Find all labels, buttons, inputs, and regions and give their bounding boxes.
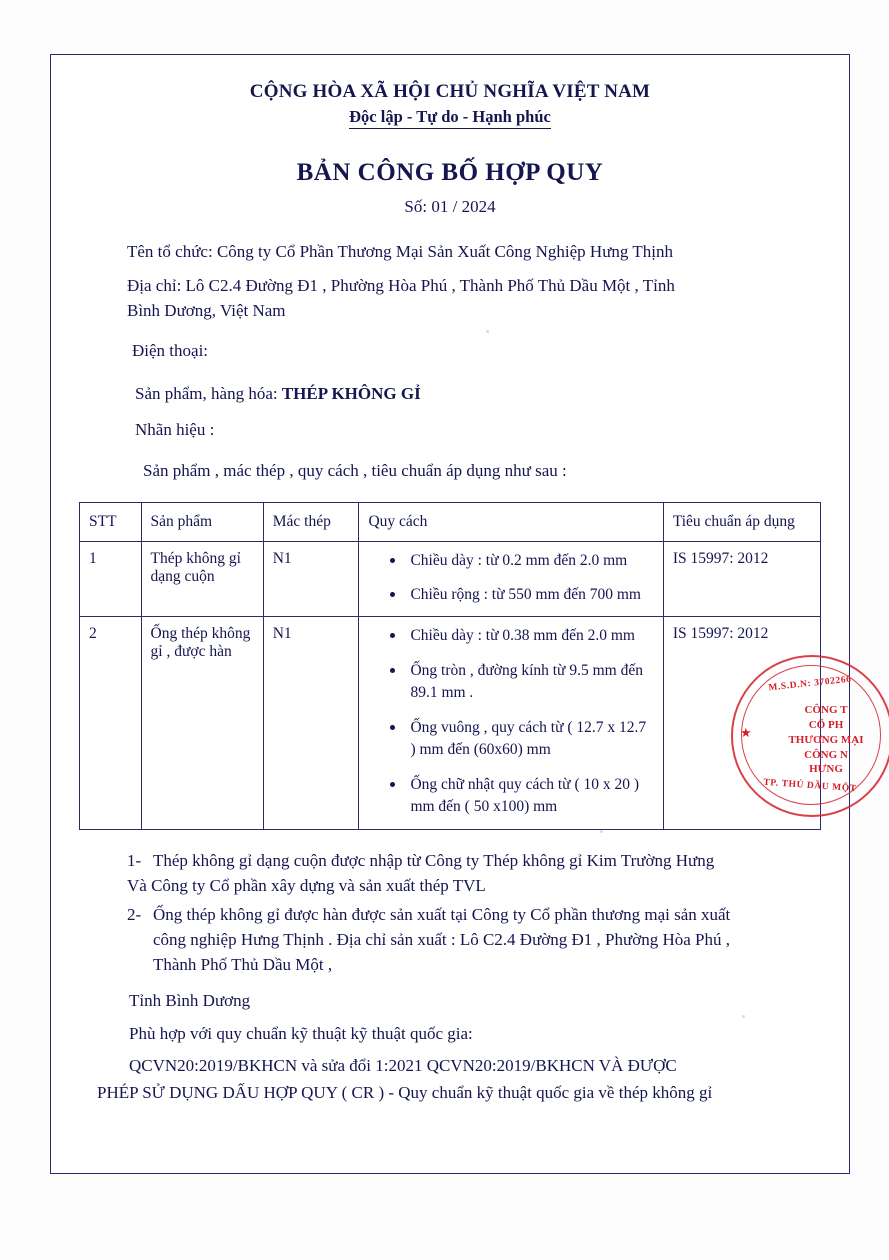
table-row — [80, 541, 821, 617]
scan-speck — [600, 830, 603, 833]
spec-item: Chiều dày : từ 0.38 mm đến 2.0 mm — [388, 625, 653, 647]
product-label: Sản phẩm, hàng hóa: — [135, 384, 282, 403]
cell-stt: 1 — [80, 541, 142, 617]
conformity-line: Phù hợp với quy chuẩn kỹ thuật kỹ thuật quốc gia: — [129, 1024, 473, 1043]
note-number: 2- — [127, 905, 142, 925]
cell-grade: N1 — [263, 541, 359, 617]
page-title: BẢN CÔNG BỐ HỢP QUY — [296, 159, 604, 186]
qcvn-line-2: PHÉP SỬ DỤNG DẤU HỢP QUY ( CR ) - Quy chuẩn kỹ thuật quốc gia về thép không gỉ — [97, 1083, 713, 1102]
seal-center-line-4: CÔNG N — [804, 748, 848, 761]
note-item — [127, 902, 823, 927]
cell-grade: N1 — [263, 617, 359, 829]
national-title: CỘNG HÒA XÃ HỘI CHỦ NGHĨA VIỆT NAM — [249, 81, 651, 102]
seal-arc-bottom-text: TP. THỦ DẦU MỘT — [763, 777, 857, 795]
note-text: Thép không gỉ dạng cuộn được nhập từ Công ty Thép không gỉ Kim Trường Hưng — [153, 850, 715, 870]
cell-spec — [359, 541, 663, 617]
header-block — [77, 81, 823, 217]
notes-block — [77, 848, 823, 978]
note-text: Ống thép không gỉ được hàn được sản xuất tại Công ty Cổ phần thương mại sản xuất — [153, 905, 731, 925]
scan-speck — [486, 330, 489, 333]
cell-product: Thép không gỉ dạng cuộn — [141, 541, 263, 617]
spec-list — [368, 625, 653, 818]
cell-standard: IS 15997: 2012 — [663, 541, 820, 617]
seal-center-line-3: THƯƠNG MẠI — [788, 733, 864, 746]
organization-value: Công ty Cổ Phần Thương Mại Sản Xuất Công Nghiệp Hưng Thịnh — [216, 242, 673, 261]
organization-line — [127, 239, 823, 265]
cell-product: Ống thép không gỉ , được hàn — [141, 617, 263, 829]
note-continuation: công nghiệp Hưng Thịnh . Địa chỉ sản xuất : Lô C2.4 Đường Đ1 , Phường Hòa Phú , — [153, 930, 730, 950]
note-number: 1- — [127, 850, 142, 870]
seal-arc-top-text: M.S.D.N: 3702266 — [767, 674, 853, 694]
note-continuation: Và Công ty Cổ phần xây dựng và sản xuất thép TVL — [127, 875, 486, 895]
spec-item: Ống chữ nhật quy cách từ ( 10 x 20 ) mm đến ( 50 x100) mm — [388, 774, 653, 819]
note-item — [127, 848, 823, 873]
column-header-product: Sản phẩm — [141, 502, 263, 541]
table-header-row — [80, 502, 821, 541]
province-line: Tỉnh Bình Dương — [129, 990, 251, 1010]
phone-line: Điện thoại: — [132, 340, 209, 360]
product-value: THÉP KHÔNG GỈ — [281, 384, 421, 403]
spec-item: Ống vuông , quy cách từ ( 12.7 x 12.7 ) mm đến (60x60) mm — [388, 717, 653, 762]
organization-label: Tên tổ chức: — [127, 242, 217, 261]
seal-center-line-5: HƯNG — [809, 763, 843, 776]
column-header-stt: STT — [80, 502, 142, 541]
column-header-spec: Quy cách — [359, 502, 663, 541]
scan-speck — [742, 1015, 745, 1018]
document-number: Số: 01 / 2024 — [404, 197, 496, 216]
address-line-2: Bình Dương, Việt Nam — [127, 301, 286, 320]
spec-list — [368, 550, 653, 607]
national-motto: Độc lập - Tự do - Hạnh phúc — [349, 107, 551, 129]
document-border-frame — [50, 54, 864, 1174]
note-continuation: Thành Phố Thủ Dầu Một , — [153, 955, 333, 975]
spec-item: Ống tròn , đường kính từ 9.5 mm đến 89.1 mm . — [388, 660, 653, 705]
column-header-standard: Tiêu chuẩn áp dụng — [663, 502, 820, 541]
spec-item: Chiều dày : từ 0.2 mm đến 2.0 mm — [388, 550, 653, 572]
table-intro-line: Sản phẩm , mác thép , quy cách , tiêu chuẩn áp dụng như sau : — [143, 461, 567, 480]
cell-standard: IS 15997: 2012 — [663, 617, 820, 829]
address-line — [127, 273, 823, 299]
brand-line: Nhãn hiệu : — [135, 419, 215, 439]
address-label: Địa chỉ: — [127, 275, 186, 295]
seal-star-icon: ★ — [740, 725, 752, 740]
table-row — [80, 617, 821, 829]
address-value: Lô C2.4 Đường Đ1 , Phường Hòa Phú , Thành Phố Thủ Dầu Một , Tỉnh — [185, 275, 675, 295]
cell-stt: 2 — [80, 617, 142, 829]
spec-item: Chiều rộng : từ 550 mm đến 700 mm — [388, 584, 653, 606]
seal-center-line-1: CÔNG T — [804, 704, 848, 716]
qcvn-line-1: QCVN20:2019/BKHCN và sửa đổi 1:2021 QCVN20:2019/BKHCN VÀ ĐƯỢC — [129, 1055, 677, 1075]
cell-spec — [359, 617, 663, 829]
column-header-grade: Mác thép — [263, 502, 359, 541]
seal-center-line-2: CỔ PH — [808, 718, 844, 731]
document-content — [51, 55, 864, 1173]
specification-table — [79, 502, 821, 830]
product-line — [135, 381, 823, 407]
